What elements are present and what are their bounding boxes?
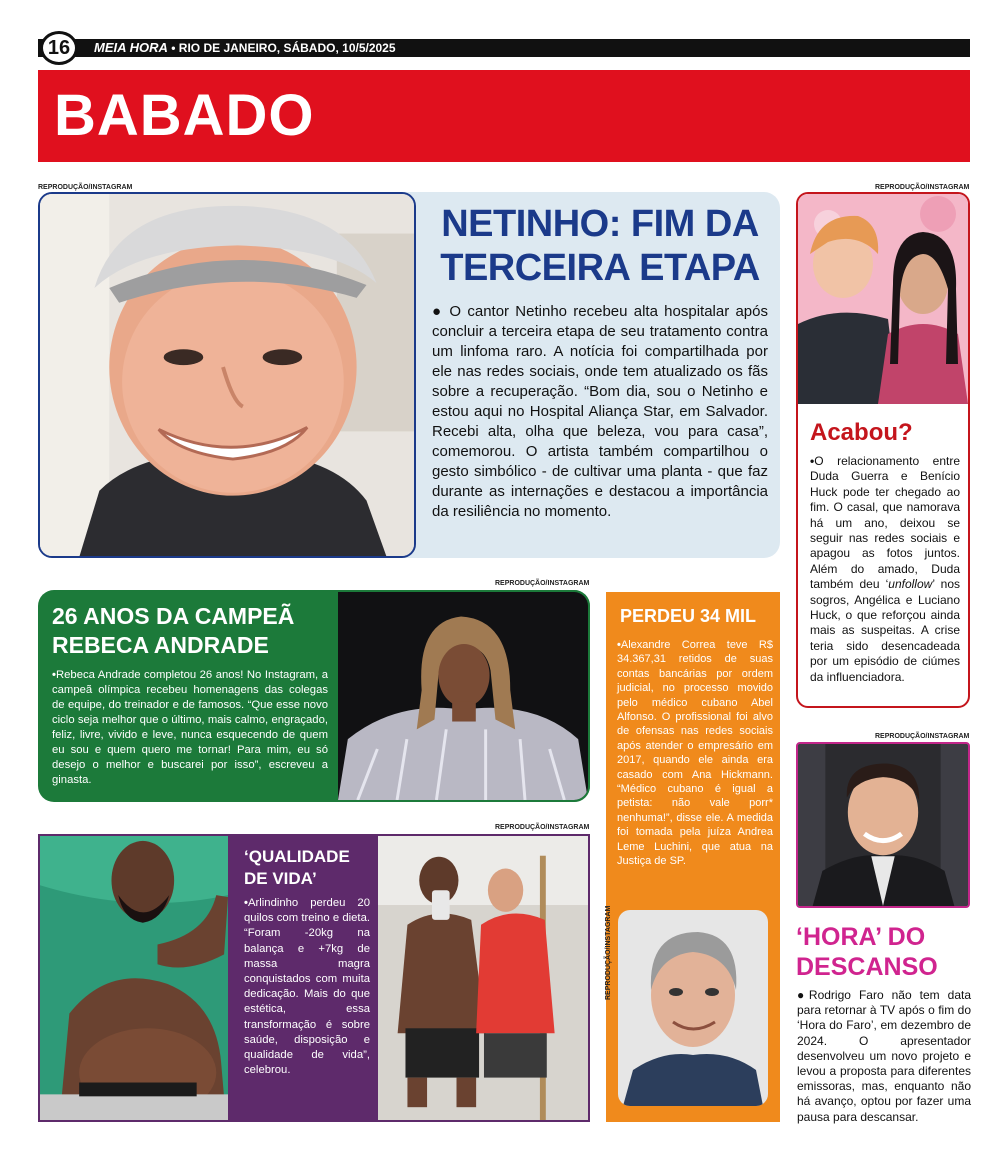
photo-credit-alexandre: REPRODUÇÃO/INSTAGRAM — [605, 905, 612, 1000]
section-title: BABADO — [54, 83, 315, 148]
dateline: • RIO DE JANEIRO, SÁBADO, 10/5/2025 — [171, 41, 396, 55]
brand-name: MEIA HORA — [94, 40, 168, 55]
arlindinho-pool-photo — [38, 834, 230, 1122]
rebeca-article-text — [52, 668, 328, 788]
bullet-icon: • — [810, 454, 815, 468]
netinho-body: O cantor Netinho recebeu alta hospitalar após concluir a terceira etapa de seu tratamento contra um linfoma raro. A notícia foi compartilhada por ele nas redes sociais, onde tem atualizado os fãs sobre a recuperação. “Bom dia, sou o Netinho e estou aqui no Hospital Aliança Star, em Salvador. Recebi alta, olha que beleza, vou para casa”, comemorou. O artista também compartilhou o gesto simbólico - de cultivar uma planta - que faz durante as internações e destacou a importância da resiliência no momento. — [432, 303, 768, 520]
alexandre-headline: PERDEU 34 MIL — [620, 606, 757, 626]
alexandre-article-text — [617, 638, 773, 869]
alexandre-photo — [618, 910, 768, 1106]
photo-credit-arlindinho: REPRODUÇÃO/INSTAGRAM — [495, 824, 590, 831]
duda-article-text — [810, 454, 960, 685]
arlindinho-article-text — [244, 896, 370, 1078]
page-number: 16 — [40, 31, 78, 65]
faro-article-text — [797, 988, 971, 1125]
bullet-icon: • — [52, 669, 56, 681]
faro-body: Rodrigo Faro não tem data para retornar à TV após o fim do ‘Hora do Faro’, em dezembro de 2024. O apresentador desenvolveu um novo projeto e levou a proposta para diferentes emissoras, mas, enquanto não há avanço, optou por fazer uma pausa para descansar. — [797, 988, 971, 1124]
arlindinho-gym-photo — [376, 834, 590, 1122]
netinho-photo — [38, 192, 416, 558]
alexandre-body: Alexandre Correa teve R$ 34.367,31 retidos de suas contas bancárias por ordem judicial, no processo movido pelo médico cubano Abel Alfonso. O profissional foi alvo de ofensas nas redes sociais após atender o empresário em 2017, quando ele ainda era casado com Ana Hickmann. “Médico cubano é igual a petista: não vale porr* nenhuma!”, disse ele. A medida foi tomada pela juíza Andrea Leme Luchini, que atua na Justiça de SP. — [617, 639, 773, 868]
photo-credit-rebeca: REPRODUÇÃO/INSTAGRAM — [495, 580, 590, 587]
bullet-icon: • — [244, 897, 248, 909]
rebeca-headline: 26 ANOS DA CAMPEÃ REBECA ANDRADE — [52, 603, 295, 658]
photo-credit-faro: REPRODUÇÃO/INSTAGRAM — [875, 733, 970, 740]
bullet-icon: ● — [432, 303, 444, 320]
duda-benicio-photo — [798, 194, 968, 404]
duda-body-part2: ’ nos sogros, Angélica e Luciano Huck, o que reforçou ainda mais as suspeitas. A crise teria sido desencadeada por um episódio de ciúmes da influenciadora. — [810, 577, 961, 684]
duda-body-italic: unfollow — [888, 577, 933, 592]
photo-credit-netinho: REPRODUÇÃO/INSTAGRAM — [38, 184, 133, 191]
duda-body-part1: O relacionamento entre Duda Guerra e Benício Huck pode ter chegado ao fim. O casal, que namorava há um ano, deixou se seguir nas redes sociais e apagou as fotos juntos. Além do amado, Duda também deu ‘ — [810, 454, 960, 592]
bullet-icon: ● — [797, 988, 809, 1002]
header-dateline — [94, 40, 396, 56]
arlindinho-body: Arlindinho perdeu 20 quilos com treino e dieta. “Foram -20kg na balança e +7kg de massa magra conquistados com muita dedicação. Mais do que estética, essa transformação é sobre saúde, disposição e qualidade de vida”, celebrou. — [244, 897, 370, 1077]
rebeca-photo — [336, 590, 590, 802]
faro-headline: ‘HORA’ DO DESCANSO — [796, 923, 938, 981]
duda-headline: Acabou? — [810, 419, 913, 446]
netinho-article-text — [432, 302, 768, 522]
arlindinho-headline: ‘QUALIDADE DE VIDA’ — [244, 847, 350, 888]
rebeca-body: Rebeca Andrade completou 26 anos! No Instagram, a campeã olímpica recebeu homenagens das colegas de equipe, do treinador e de famosos. “Que esse novo ciclo seja melhor que o último, mais calmo, engraçado, feliz, livre, vivido e leve, nunca esquecendo de quem eu sou e quem quero me tornar! Para mim, eu só desejo o melhor e buscarei por isso”, escreveu a ginasta. — [52, 669, 328, 786]
bullet-icon: • — [617, 639, 621, 651]
rodrigo-faro-photo — [796, 742, 970, 908]
netinho-headline: NETINHO: FIM DA TERCEIRA ETAPA — [440, 203, 760, 289]
photo-credit-duda: REPRODUÇÃO/INSTAGRAM — [875, 184, 970, 191]
